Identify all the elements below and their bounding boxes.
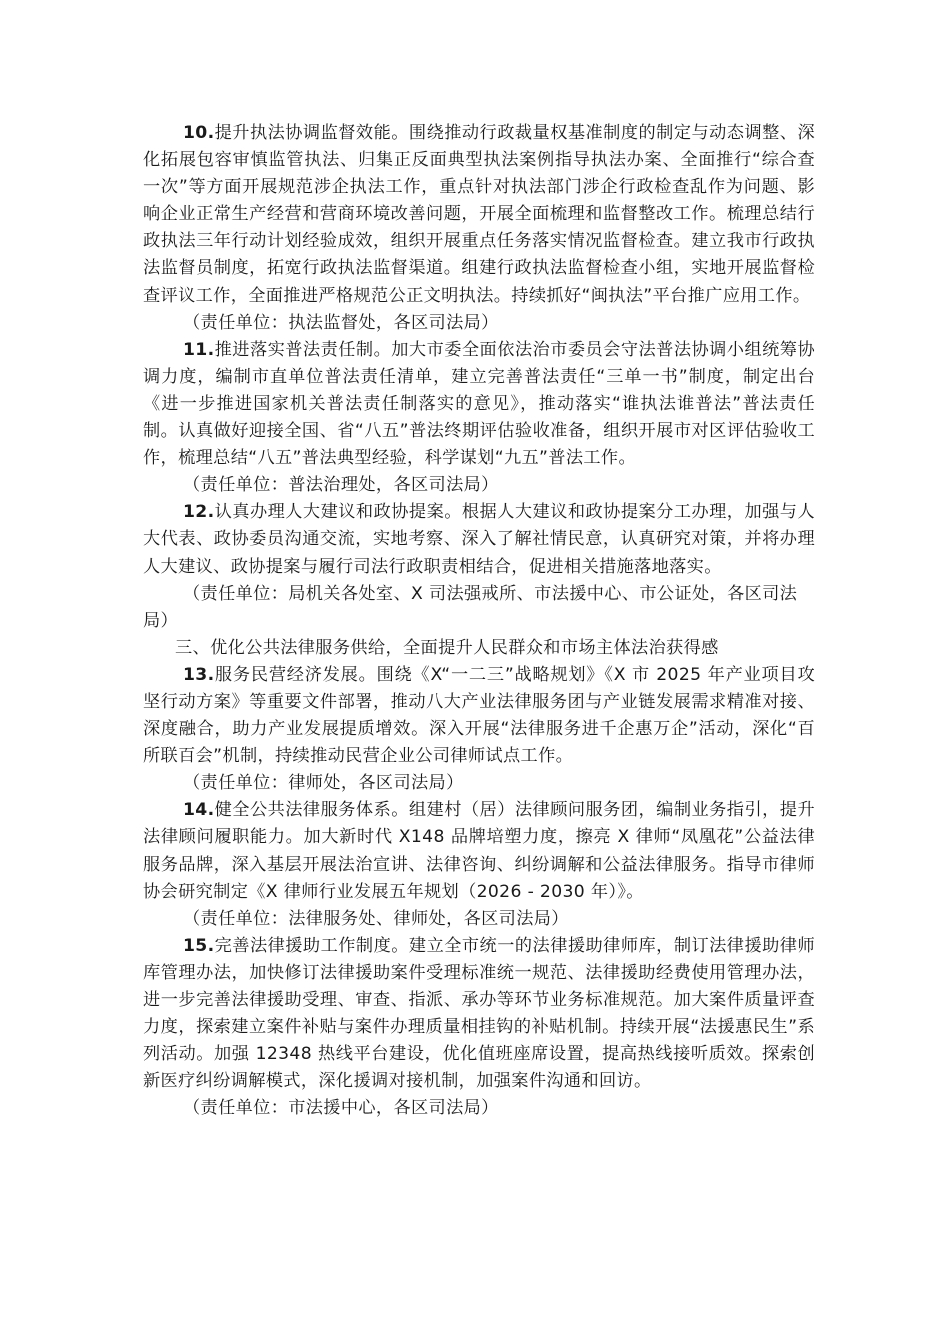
item-12-paragraph [143,499,815,580]
item-10-responsible: （责任单位：执法监督处，各区司法局） [183,312,499,333]
item-15-text: 完善法律援助工作制度。建立全市统一的法律援助律师库，制订法律援助律师库管理办法，加快修订法律援助案件受理标准统一规范、法律援助经费使用管理办法，进一步完善法律援助受理、审查、指派、承办等环节业务标准规范。加大案件质量评查力度，探索建立案件补贴与案件办理质量相挂钩的补贴机制。持续开展“法援惠民生”系列活动。加强 12348 热线平台建设，优化值班座席设置，提高热线接听质效。探索创新医疗纠纷调解模式，深化援调对接机制，加强案件沟通和回访。 [143,935,815,1092]
item-10-text: 提升执法协调监督效能。围绕推动行政裁量权基准制度的制定与动态调整、深化拓展包容审慎监管执法、归集正反面典型执法案例指导执法办案、全面推行“综合查一次”等方面开展规范涉企执法工作，重点针对执法部门涉企行政检查乱作为问题、影响企业正常生产经营和营商环境改善问题，开展全面梳理和监督整改工作。梳理总结行政执法三年行动计划经验成效，组织开展重点任务落实情况监督检查。建立我市行政执法监督员制度，拓宽行政执法监督渠道。组建行政执法监督检查小组，实地开展监督检查评议工作，全面推进严格规范公正文明执法。持续抓好“闽执法”平台推广应用工作。 [143,123,815,306]
item-14-number: 14. [183,800,215,821]
item-14-paragraph [143,797,815,905]
item-12-text: 认真办理人大建议和政协提案。根据人大建议和政协提案分工办理，加强与人大代表、政协委员沟通交流，实地考察、深入了解社情民意，认真研究对策，并将办理人大建议、政协提案与履行司法行政职责相结合，促进相关措施落地落实。 [143,502,815,577]
item-15-responsible: （责任单位：市法援中心，各区司法局） [183,1098,499,1119]
item-11-paragraph [143,337,815,472]
item-13-responsible: （责任单位：律师处，各区司法局） [183,773,464,794]
item-12-responsible: （责任单位：局机关各处室、X 司法强戒所、市法援中心、市公证处，各区司法局） [143,583,798,631]
document-page [143,120,815,1122]
item-10-paragraph [143,120,815,310]
item-12-number: 12. [183,502,215,523]
item-13-text: 服务民营经济发展。围绕《X“一二三”战略规划》《X 市 2025 年产业项目攻坚行动方案》等重要文件部署，推动八大产业法律服务团与产业链发展需求精准对接、深度融合，助力产业发展提质增效。深入开展“法律服务进千企惠万企”活动，深化“百所联百会”机制，持续推动民营企业公司律师试点工作。 [143,664,815,767]
item-13-number: 13. [183,664,215,685]
section-3-heading: 三、优化公共法律服务供给，全面提升人民群众和市场主体法治获得感 [175,637,719,658]
item-11-responsible: （责任单位：普法治理处，各区司法局） [183,475,499,496]
item-15-paragraph [143,933,815,1096]
item-15-number: 15. [183,935,215,956]
item-14-responsible: （责任单位：法律服务处、律师处，各区司法局） [183,908,569,929]
item-11-number: 11. [183,339,215,360]
item-11-text: 推进落实普法责任制。加大市委全面依法治市委员会守法普法协调小组统筹协调力度，编制市直单位普法责任清单，建立完善普法责任“三单一书”制度，制定出台《进一步推进国家机关普法责任制落实的意见》，推动落实“谁执法谁普法”普法责任制。认真做好迎接全国、省“八五”普法终期评估验收准备，组织开展市对区评估验收工作，梳理总结“八五”普法典型经验，科学谋划“九五”普法工作。 [143,339,815,469]
item-10-number: 10. [183,123,215,143]
item-13-paragraph [143,662,815,770]
item-14-text: 健全公共法律服务体系。组建村（居）法律顾问服务团，编制业务指引，提升法律顾问履职能力。加大新时代 X148 品牌培塑力度，擦亮 X 律师“凤凰花”公益法律服务品牌，深入基层开展法治宣讲、法律咨询、纠纷调解和公益法律服务。指导市律师协会研究制定《X 律师行业发展五年规划（2026 - 2030 年）》。 [143,800,815,902]
